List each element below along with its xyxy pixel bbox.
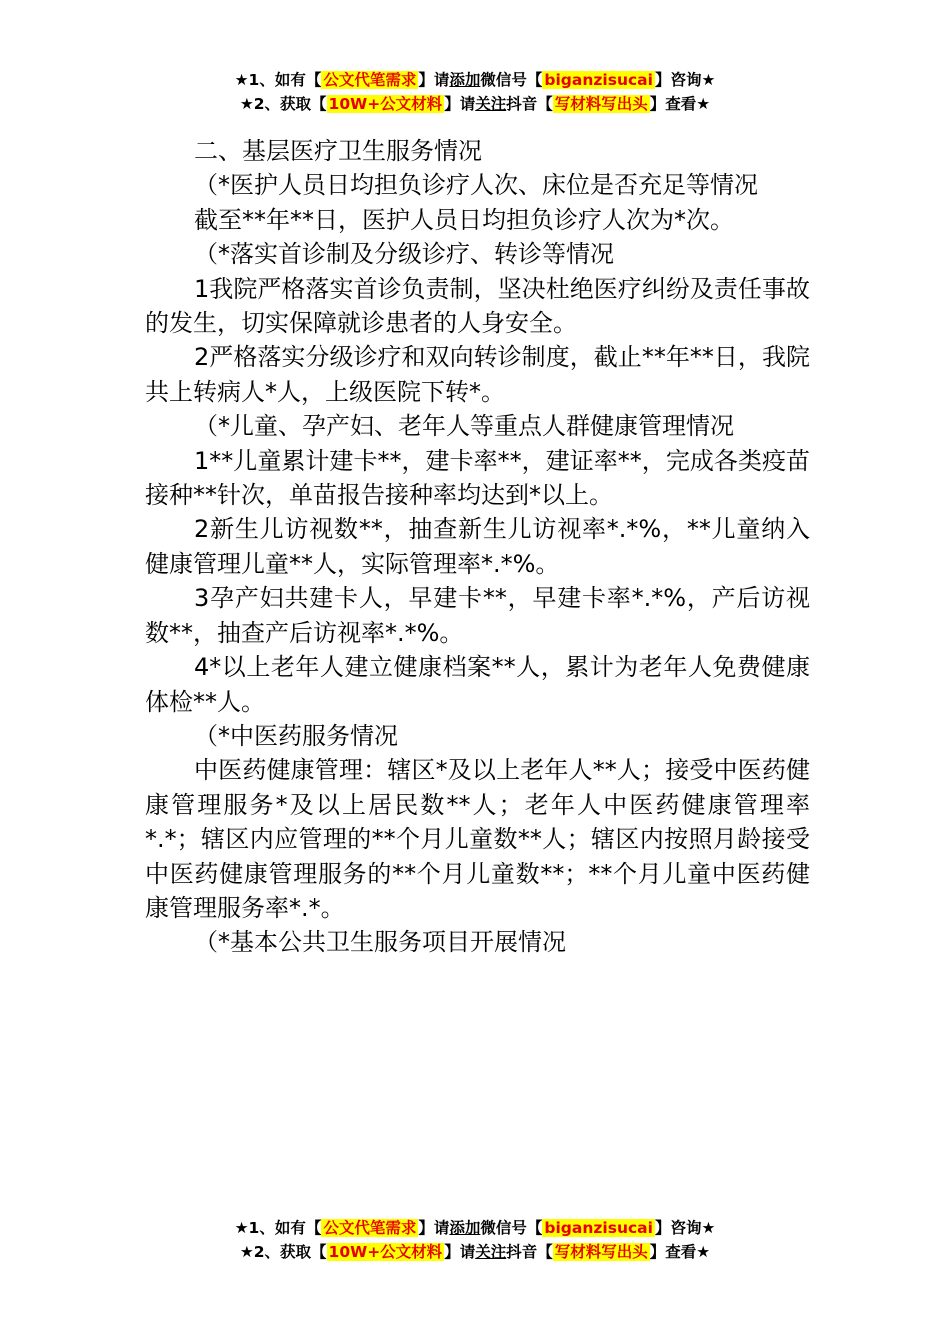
banner-text: 】请 [418,71,450,89]
banner-text: 】请 [444,1243,476,1261]
banner-text: 微信号【 [480,71,543,89]
banner-text: 】咨询★ [654,71,716,89]
highlight-materials: 10W+公文材料 [328,95,443,113]
highlight-douyin-account: 写材料写出头 [554,95,648,113]
banner-text: ★2、获取【 [239,1243,327,1261]
banner-underlined-text: 关注 [475,1243,507,1261]
highlight-service: 公文代笔需求 [323,71,417,89]
banner-text: 】请 [444,95,476,113]
highlight-douyin-account: 写材料写出头 [554,1243,648,1261]
banner-text: 】请 [418,1219,450,1237]
paragraph: 3孕产妇共建卡人，早建卡**，早建卡率*.*%，产后访视数**，抽查产后访视率*.*%。 [145,584,810,647]
banner-text: 抖音【 [506,1243,553,1261]
banner-text: ★2、获取【 [239,95,327,113]
highlight-service: 公文代笔需求 [323,1219,417,1237]
paragraph: 中医药健康管理：辖区*及以上老年人**人；接受中医药健康管理服务*及以上居民数**人；老年人中医药健康管理率*.*；辖区内应管理的**个月儿童数**人；辖区内按照月龄接受中医药健康管理服务的**个月儿童数**；**个月儿童中医药健康管理服务率*.*。 [145,756,810,922]
highlight-materials: 10W+公文材料 [328,1243,443,1261]
highlight-wechat-id: biganzisucai [544,1219,653,1237]
banner-text: 】查看★ [649,95,711,113]
banner-underlined-text: 关注 [475,95,507,113]
subheading: （*儿童、孕产妇、老年人等重点人群健康管理情况 [194,412,734,441]
banner-text: 】咨询★ [654,1219,716,1237]
paragraph: 2新生儿访视数**，抽查新生儿访视率*.*%，**儿童纳入健康管理儿童**人，实际管理率*.*%。 [145,515,810,578]
banner-line-2 [0,92,950,116]
paragraph: 截至**年**日，医护人员日均担负诊疗人次为*次。 [194,205,734,234]
document-body [145,134,810,960]
banner-text: 抖音【 [506,95,553,113]
highlight-wechat-id: biganzisucai [544,71,653,89]
banner-line-1 [0,1216,950,1240]
paragraph: 1我院严格落实首诊负责制，坚决杜绝医疗纠纷及责任事故的发生，切实保障就诊患者的人身安全。 [145,274,810,338]
banner-line-1 [0,68,950,92]
paragraph: 1**儿童累计建卡**，建卡率**，建证率**，完成各类疫苗接种**针次，单苗报告接种率均达到*以上。 [145,446,810,510]
banner-text: 微信号【 [480,1219,543,1237]
footer-banner [0,1216,950,1264]
paragraph: 2严格落实分级诊疗和双向转诊制度，截止**年**日，我院共上转病人*人，上级医院下转*。 [145,343,810,406]
header-banner [0,68,950,116]
subheading: （*中医药服务情况 [194,721,398,750]
subheading: （*落实首诊制及分级诊疗、转诊等情况 [194,240,614,269]
banner-underlined-text: 添加 [449,1219,481,1237]
section-heading: 二、基层医疗卫生服务情况 [194,137,482,165]
banner-text: ★1、如有【 [234,1219,322,1237]
banner-underlined-text: 添加 [449,71,481,89]
subheading: （*基本公共卫生服务项目开展情况 [194,928,566,957]
banner-text: ★1、如有【 [234,71,322,89]
banner-line-2 [0,1240,950,1264]
paragraph: 4*以上老年人建立健康档案**人，累计为老年人免费健康体检**人。 [145,653,810,716]
banner-text: 】查看★ [649,1243,711,1261]
subheading: （*医护人员日均担负诊疗人次、床位是否充足等情况 [194,171,758,200]
